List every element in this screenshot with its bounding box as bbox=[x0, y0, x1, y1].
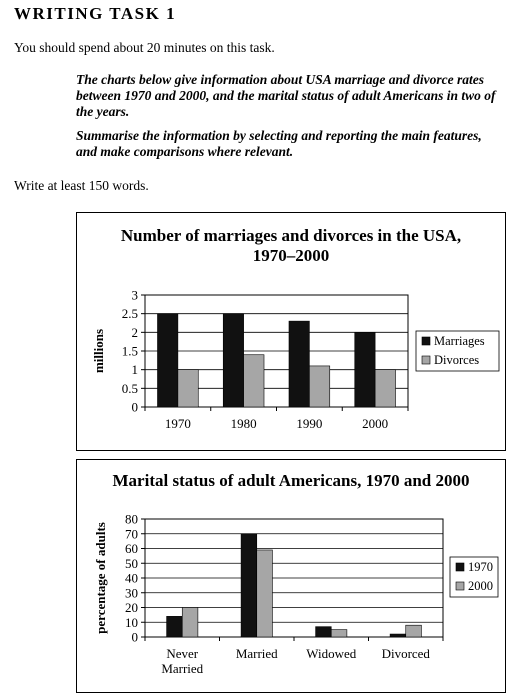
bar bbox=[244, 355, 264, 407]
bar bbox=[178, 370, 198, 407]
y-axis-label: percentage of adults bbox=[93, 522, 108, 634]
x-tick-label: Widowed bbox=[306, 646, 357, 661]
y-tick-label: 0 bbox=[131, 399, 138, 415]
y-tick-label: 2 bbox=[131, 324, 138, 340]
marriages-divorces-chart bbox=[76, 212, 506, 451]
bar bbox=[157, 314, 177, 407]
y-tick-label: 60 bbox=[125, 541, 138, 556]
y-tick-label: 0.5 bbox=[121, 380, 138, 396]
y-tick-label: 1 bbox=[131, 362, 138, 378]
legend-swatch bbox=[422, 337, 430, 345]
x-tick-label: 1990 bbox=[296, 416, 323, 431]
legend-swatch bbox=[422, 356, 430, 364]
y-tick-label: 3 bbox=[131, 287, 138, 303]
bar bbox=[167, 616, 183, 637]
bar bbox=[331, 630, 347, 637]
x-tick-label: Never bbox=[166, 646, 199, 661]
legend-swatch bbox=[456, 563, 464, 571]
chart-title-line: Marital status of adult Americans, 1970 and 2000 bbox=[112, 471, 470, 490]
y-tick-label: 2.5 bbox=[121, 306, 138, 322]
y-tick-label: 40 bbox=[125, 570, 138, 586]
bar bbox=[390, 634, 406, 637]
legend-swatch bbox=[456, 582, 464, 590]
bar bbox=[289, 321, 309, 407]
x-tick-label: 1970 bbox=[164, 416, 191, 431]
marital-status-chart-svg bbox=[77, 460, 505, 692]
bar bbox=[375, 370, 395, 407]
bar bbox=[316, 627, 332, 637]
bar bbox=[406, 625, 422, 637]
y-tick-label: 20 bbox=[125, 600, 138, 615]
marriages-divorces-chart-svg bbox=[77, 213, 505, 450]
bar bbox=[223, 314, 243, 407]
legend-label: 1970 bbox=[468, 560, 493, 574]
task-prompt: The charts below give information about USA marriage and divorce rates between 1970 and 2000, and the marital status of adult Americans in two of the years. bbox=[76, 72, 496, 119]
y-tick-label: 0 bbox=[131, 629, 138, 645]
task-summary-prompt: Summarise the information by selecting and reporting the main features, and make comparisons where relevant. bbox=[76, 128, 482, 159]
bar bbox=[241, 534, 257, 637]
chart-title-line: 1970–2000 bbox=[252, 246, 330, 265]
task-heading: WRITING TASK 1 bbox=[14, 4, 177, 23]
time-instruction: You should spend about 20 minutes on this task. bbox=[14, 40, 275, 55]
legend-label: Marriages bbox=[434, 334, 485, 348]
y-axis-label: millions bbox=[91, 328, 106, 374]
x-tick-label: Divorced bbox=[381, 646, 430, 661]
x-tick-label: Married bbox=[161, 661, 204, 676]
chart-title-line: Number of marriages and divorces in the USA, bbox=[120, 226, 462, 245]
y-tick-label: 30 bbox=[125, 585, 138, 601]
x-tick-label: 1980 bbox=[230, 416, 257, 431]
legend-label: Divorces bbox=[434, 353, 480, 367]
y-tick-label: 1.5 bbox=[121, 343, 138, 359]
word-count-instruction: Write at least 150 words. bbox=[14, 178, 149, 193]
bar bbox=[355, 332, 375, 407]
y-tick-label: 50 bbox=[125, 555, 138, 571]
y-tick-label: 70 bbox=[125, 526, 138, 542]
x-tick-label: 2000 bbox=[362, 416, 389, 431]
marital-status-chart bbox=[76, 459, 506, 693]
bar bbox=[309, 366, 329, 407]
bar bbox=[182, 608, 198, 638]
y-tick-label: 80 bbox=[125, 511, 138, 527]
y-tick-label: 10 bbox=[125, 614, 138, 630]
bar bbox=[257, 550, 273, 637]
legend-label: 2000 bbox=[468, 579, 493, 593]
x-tick-label: Married bbox=[235, 646, 278, 661]
